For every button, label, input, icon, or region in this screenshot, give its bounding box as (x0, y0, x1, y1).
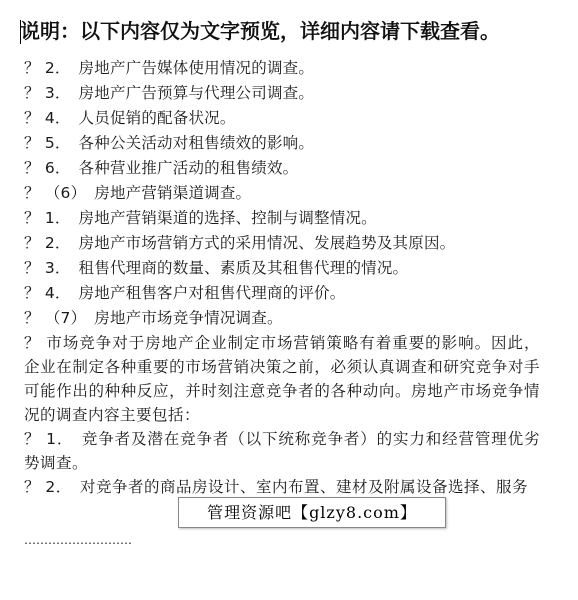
list-item: ？ 1． 竞争者及潜在竞争者（以下统称竞争者）的实力和经营管理优劣势调查。 (24, 430, 540, 472)
text-line: ？ 5． 各种公关活动对租售绩效的影响。 (24, 134, 315, 152)
text-line: ？ 3． 租售代理商的数量、素质及其租售代理的情况。 (24, 259, 409, 277)
section-heading: ？ （7） 房地产市场竞争情况调查。 (24, 309, 283, 327)
text-line: ？ 2． 房地产市场营销方式的采用情况、发展趋势及其原因。 (24, 234, 456, 252)
paragraph: ？ 市场竞争对于房地产企业制定市场营销策略有着重要的影响。因此，企业在制定各种重要的市场营销决策之前，必须认真调查和研究竞争对手可能作出的种种反应，并时刻注意竞争者的各种动向。房地产市场竞争情况的调查内容主要包括： (24, 334, 540, 424)
section-heading: ？ （6） 房地产营销渠道调查。 (24, 184, 252, 202)
document-body (24, 56, 564, 499)
text-line: ？ 4． 房地产租售客户对租售代理商的评价。 (24, 284, 346, 302)
list-item: ？ 2． 对竞争者的商品房设计、室内布置、建材及附属设备选择、服务 (24, 478, 529, 496)
ellipsis-dots: ……………………… (24, 533, 132, 547)
text-line: ？ 3． 房地产广告预算与代理公司调查。 (24, 84, 315, 102)
text-line: ？ 2． 房地产广告媒体使用情况的调查。 (24, 59, 315, 77)
text-line: ？ 6． 各种营业推广活动的租售绩效。 (24, 159, 299, 177)
text-line: ？ 1． 房地产营销渠道的选择、控制与调整情况。 (24, 209, 377, 227)
watermark-banner: 管理资源吧【glzy8.com】 (178, 497, 446, 528)
text-line: ？ 4． 人员促销的配备状况。 (24, 109, 236, 127)
preview-notice: 说明：以下内容仅为文字预览，详细内容请下载查看。 (20, 19, 500, 43)
